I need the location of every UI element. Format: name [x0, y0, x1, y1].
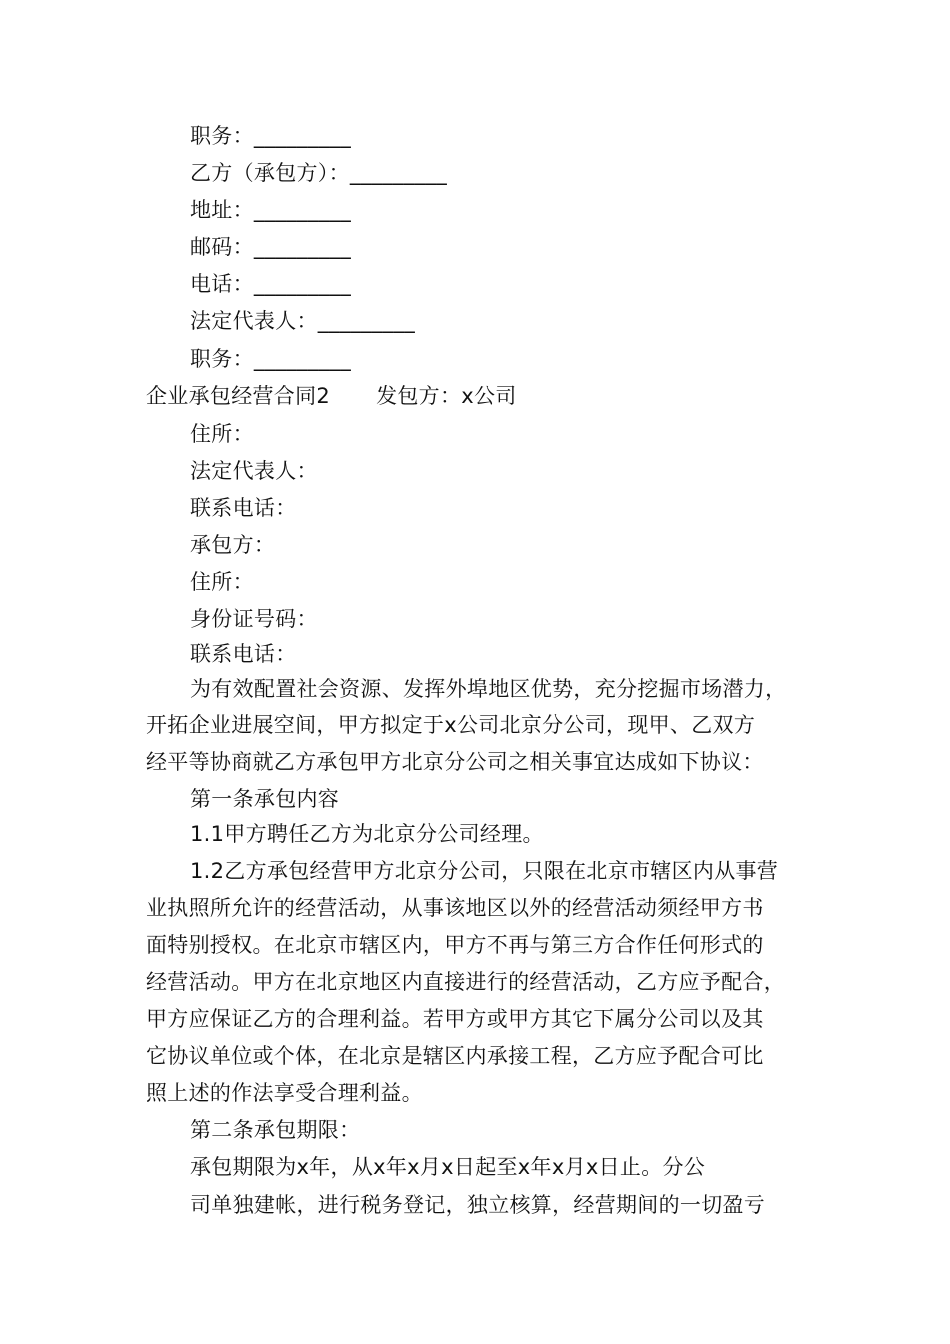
text-line: 联系电话：	[190, 496, 297, 520]
paragraph-line: 经平等协商就乙方承包甲方北京分公司之相关事宜达成如下协议：	[146, 750, 764, 774]
clause-line: 业执照所允许的经营活动，从事该地区以外的经营活动须经甲方书	[146, 896, 764, 920]
clause-line: 司单独建帐，进行税务登记，独立核算，经营期间的一切盈亏	[190, 1193, 766, 1217]
clause-line: 经营活动。甲方在北京地区内直接进行的经营活动，乙方应予配合，	[146, 970, 785, 994]
text-line: 法定代表人：_________	[190, 309, 415, 333]
paragraph-line: 开拓企业进展空间，甲方拟定于x公司北京分公司，现甲、乙双方	[146, 713, 756, 737]
text-line: 法定代表人：	[190, 459, 318, 483]
text-line: 联系电话：	[190, 642, 297, 666]
text-line: 住所：	[190, 570, 254, 594]
text-line: 住所：	[190, 422, 254, 446]
text-line: 邮码：_________	[190, 235, 352, 259]
clause-line: 照上述的作法享受合理利益。	[146, 1081, 423, 1105]
contractor-label: 发包方：x公司	[376, 384, 517, 408]
text-line: 电话：_________	[190, 272, 352, 296]
text-line: 地址：_________	[190, 198, 352, 222]
clause-line: 1.1甲方聘任乙方为北京分公司经理。	[190, 822, 544, 846]
section-heading: 第一条承包内容	[190, 787, 340, 811]
clause-line: 它协议单位或个体，在北京是辖区内承接工程，乙方应予配合可比	[146, 1044, 764, 1068]
paragraph-line: 为有效配置社会资源、发挥外埠地区优势，充分挖掘市场潜力，	[190, 677, 787, 701]
clause-line: 承包期限为x年，从x年x月x日起至x年x月x日止。分公	[190, 1155, 706, 1179]
clause-line: 面特别授权。在北京市辖区内，甲方不再与第三方合作任何形式的	[146, 933, 764, 957]
contract-title: 企业承包经营合同2	[146, 384, 331, 408]
clause-line: 甲方应保证乙方的合理利益。若甲方或甲方其它下属分公司以及其	[146, 1007, 764, 1031]
section-heading: 第二条承包期限：	[190, 1118, 361, 1142]
text-line: 承包方：	[190, 533, 276, 557]
clause-line: 1.2乙方承包经营甲方北京分公司，只限在北京市辖区内从事营	[190, 859, 779, 883]
text-line: 职务：_________	[190, 124, 352, 148]
text-line	[146, 383, 517, 409]
text-line: 职务：_________	[190, 347, 352, 371]
text-line: 乙方（承包方）：_________	[190, 161, 448, 185]
text-line: 身份证号码：	[190, 607, 318, 631]
